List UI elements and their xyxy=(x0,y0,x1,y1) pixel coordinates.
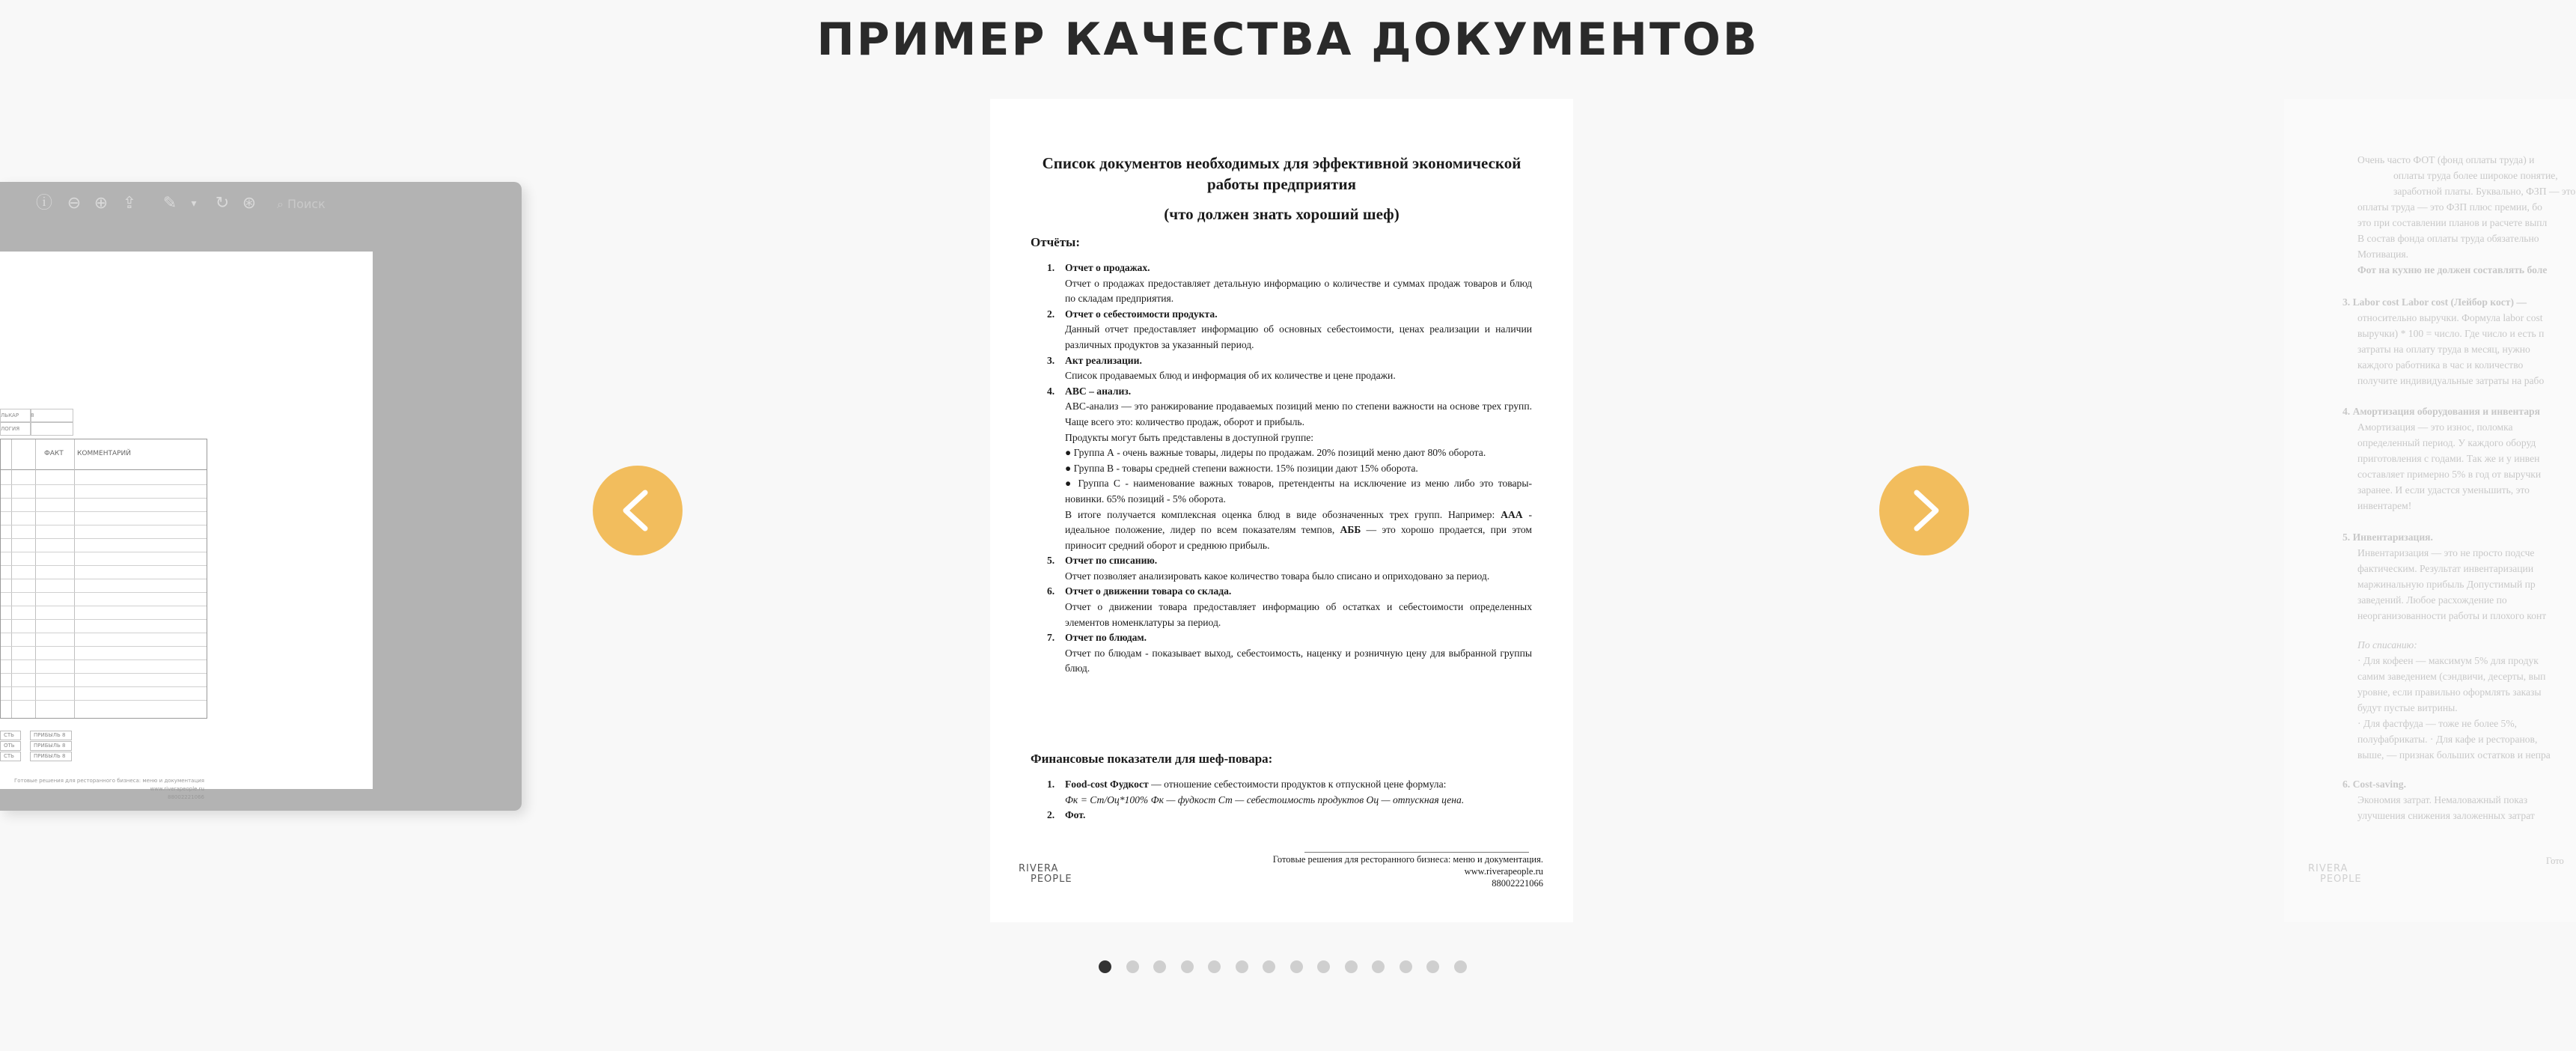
item-number: 2. xyxy=(1047,809,1055,821)
text-line: затраты на оплату труда в месяц, нужно xyxy=(2357,344,2530,355)
mini-footer-line: 88002221066 xyxy=(168,794,204,800)
text-line: Инвентаризация — это не просто подсче xyxy=(2357,547,2535,558)
list-item xyxy=(1031,777,1532,808)
next-document-page[interactable] xyxy=(2284,99,2576,922)
item-number: 4. xyxy=(1047,385,1055,397)
item-number: 1. xyxy=(1047,262,1055,273)
list-item xyxy=(1031,584,1532,630)
document-subtitle: (что должен знать хороший шеф) xyxy=(1164,205,1400,223)
text-line: заведений. Любое расхождение по xyxy=(2357,594,2507,606)
text-line: получите индивидуальные затраты на рабо xyxy=(2357,375,2545,386)
text-line: каждого работника в час и количество xyxy=(2357,359,2524,371)
text-line: выручки) * 100 = число. Где число и есть п xyxy=(2357,328,2545,339)
abc-summary-text: - идеальное положение, лидер по всем показателям темпов, xyxy=(1065,508,1532,536)
item-text: Отчет о движении товара предоставляет информацию об остатках и себестоимости определенных элементов номенклатуры за период. xyxy=(1065,601,1532,628)
mini-footer-line: Готовые решения для ресторанного бизнеса: меню и документация xyxy=(14,778,204,784)
item-text: — отношение себестоимости продуктов к отпускной цене формула: xyxy=(1148,779,1447,790)
pagination-dot[interactable] xyxy=(1181,960,1194,973)
text-line: будут пустые витрины. xyxy=(2357,702,2458,713)
item-number: 2. xyxy=(1047,308,1055,320)
mini-footer-line: www.riverapeople.ru xyxy=(150,786,204,792)
item-name: ABC – анализ. xyxy=(1065,385,1132,397)
item-text: Отчет позволяет анализировать какое количество товара было списано и оприходовано за период. xyxy=(1065,570,1490,582)
text-line: определенный период. У каждого оборуд xyxy=(2357,437,2536,448)
markup-icon[interactable]: ✎ xyxy=(162,194,177,213)
mini-col-comment: КОММЕНТАРИЙ xyxy=(77,450,132,457)
pagination-dot[interactable] xyxy=(1126,960,1139,973)
item-text: ABC-анализ — это ранжирование продаваемых позиций меню по степени важности на основе трех групп. Чаще всего это: количество продаж, оборот и прибыль. xyxy=(1065,400,1532,427)
mini-col-fact: ФАКТ xyxy=(44,450,64,457)
text-line: По списанию: xyxy=(2357,639,2417,651)
list-item xyxy=(1031,630,1532,677)
viewer-page xyxy=(0,252,373,800)
list-item xyxy=(1031,261,1532,307)
abc-line: ● Группа А - очень важные товары, лидеры по продажам. 20% позиций меню дают 80% оборота. xyxy=(1065,447,1486,459)
text-line: фактическим. Результат инвентаризации xyxy=(2357,563,2534,574)
mini-value: ПРИБЫЛЬ 8 xyxy=(30,731,72,740)
mini-value: ПРИБЫЛЬ 8 xyxy=(30,752,72,761)
document-footer xyxy=(1273,853,1543,889)
mini-label: СТЬ xyxy=(0,731,21,740)
pagination-dot[interactable] xyxy=(1454,960,1467,973)
info-icon[interactable]: ⓘ xyxy=(35,194,52,213)
item-text: Список продаваемых блюд и информация об их количестве и цене продажи. xyxy=(1065,370,1396,382)
finance-heading: Финансовые показатели для шеф-повара: xyxy=(1031,752,1273,766)
item-name: Отчет по блюдам. xyxy=(1065,632,1147,644)
text-line: маржинальную прибыль Допустимый пр xyxy=(2357,579,2536,590)
item-name: Отчет по списанию. xyxy=(1065,555,1158,567)
text-line: · Для кофеен — максимум 5% для продук xyxy=(2357,655,2539,666)
pagination-dot[interactable] xyxy=(1263,960,1275,973)
item-name: Food-cost Фудкост xyxy=(1065,779,1149,790)
item-number: 7. xyxy=(1047,632,1055,644)
text-line: Экономия затрат. Немаловажный показ xyxy=(2357,794,2528,805)
text-line: Фот на кухню не должен составлять боле xyxy=(2357,264,2548,275)
item-text: Отчет по блюдам - показывает выход, себестоимость, наценку и розничную цену для выбранной группы блюд. xyxy=(1065,647,1532,674)
item-name: Отчет о продажах. xyxy=(1065,262,1150,273)
text-line: Амортизация — это износ, поломка xyxy=(2357,421,2513,433)
mini-table xyxy=(0,439,207,719)
document-title: Список документов необходимых для эффективной экономической работы предприятия xyxy=(1042,154,1522,193)
pagination-dot[interactable] xyxy=(1290,960,1303,973)
text-line: 4. Амортизация оборудования и инвентаря xyxy=(2342,406,2540,417)
annotate-icon[interactable]: ⊛ xyxy=(242,194,257,213)
finance-list xyxy=(1031,777,1532,823)
reports-heading: Отчёты: xyxy=(1031,235,1080,249)
pagination-dot[interactable] xyxy=(1236,960,1248,973)
logo-line: RIVERA xyxy=(1019,863,1059,874)
footer-fragment: Гото xyxy=(2546,856,2564,866)
chevron-right-icon xyxy=(1879,466,1969,555)
chevron-down-icon[interactable]: ▾ xyxy=(191,198,197,210)
search-placeholder: Поиск xyxy=(287,197,326,211)
item-number: 6. xyxy=(1047,585,1055,597)
pagination-dot[interactable] xyxy=(1372,960,1385,973)
text-line: заработной платы. Буквально, ФЗП — это xyxy=(2393,186,2576,197)
item-name: Отчет о себестоимости продукта. xyxy=(1065,308,1218,320)
item-number: 5. xyxy=(1047,555,1055,567)
mini-label: ЛОГИЯ xyxy=(0,422,31,436)
chevron-left-icon xyxy=(593,466,683,555)
page-title: ПРИМЕР КАЧЕСТВА ДОКУМЕНТОВ xyxy=(817,13,1759,66)
item-number: 1. xyxy=(1047,779,1055,790)
list-item xyxy=(1031,553,1532,584)
text-line: выше, — признак больших остатков и непра xyxy=(2357,749,2551,761)
text-line: составляет примерно 5% в год от выручки xyxy=(2357,469,2542,480)
abc-summary-text: — это хорошо продается, при этом приносит средний оборот и среднюю прибыль. xyxy=(1065,524,1532,551)
list-item xyxy=(1031,384,1532,554)
zoom-out-icon[interactable]: ⊖ xyxy=(67,194,82,213)
abc-line: ● Группа С - наименование важных товаров, претенденты на исключение из меню либо это товары-новинки. 65% позиций - 5% оборота. xyxy=(1065,478,1532,505)
mini-label: СТЬ xyxy=(0,752,21,761)
mini-label: ОТЬ xyxy=(0,741,21,751)
pagination-dot[interactable] xyxy=(1317,960,1330,973)
prev-slide-button[interactable] xyxy=(593,466,683,555)
item-text: Данный отчет предоставляет информацию об основных себестоимости, ценах реализации и наличии различных продуктов за указанный период. xyxy=(1065,323,1532,350)
text-line: это при составлении планов и расчете выпл xyxy=(2357,217,2548,228)
text-line: уровне, если правильно оформлять заказы xyxy=(2357,686,2542,698)
logo-line: PEOPLE xyxy=(2320,874,2362,885)
text-line: В состав фонда оплаты труда обязательно xyxy=(2357,233,2539,244)
logo-line: PEOPLE xyxy=(1031,874,1072,885)
share-icon[interactable]: ⇪ xyxy=(122,194,137,213)
text-line: неорганизованности работы и плохого конт xyxy=(2357,610,2547,621)
viewer-search-input[interactable]: ⌕ Поиск xyxy=(277,197,326,211)
text-line: инвентарем! xyxy=(2357,500,2412,511)
text-line: 5. Инвентаризация. xyxy=(2342,531,2433,543)
mini-cell: 8 xyxy=(30,409,73,422)
zoom-in-icon[interactable]: ⊕ xyxy=(94,194,109,213)
pagination-dot[interactable] xyxy=(1426,960,1439,973)
item-name: Отчет о движении товара со склада. xyxy=(1065,585,1232,597)
text-line: 3. Labor cost Labor cost (Лейбор кост) — xyxy=(2342,296,2527,308)
list-item xyxy=(1031,353,1532,384)
item-name: Акт реализации. xyxy=(1065,354,1142,366)
pagination-dot[interactable] xyxy=(1099,960,1111,973)
abc-abb: АББ xyxy=(1340,524,1361,536)
text-line: 6. Cost-saving. xyxy=(2342,779,2406,790)
list-item xyxy=(1031,307,1532,353)
text-line: заранее. И если удастся уменьшить, это xyxy=(2357,484,2530,496)
brand-logo xyxy=(1019,864,1072,885)
abc-line: Продукты могут быть представлены в доступной группе: xyxy=(1065,431,1314,443)
text-line: оплаты труда более широкое понятие, xyxy=(2393,170,2558,181)
abc-line: ● Группа B - товары средней степени важности. 15% позиции дают 15% оборота. xyxy=(1065,462,1418,474)
pagination-dot[interactable] xyxy=(1208,960,1221,973)
text-line: полуфабрикаты. · Для кафе и ресторанов, xyxy=(2357,734,2538,745)
viewer-toolbar xyxy=(0,182,522,227)
left-viewer-slide[interactable] xyxy=(0,182,522,811)
text-line: оплаты труда — это ФЗП плюс премии, бо xyxy=(2357,201,2542,213)
pagination-dot[interactable] xyxy=(1345,960,1358,973)
footer-url[interactable]: www.riverapeople.ru xyxy=(1464,866,1543,877)
document-page xyxy=(990,99,1573,922)
item-formula: Фк = Ст/Оц*100% Фк — фудкост Ст — себестоимость продуктов Оц — отпускная цена. xyxy=(1065,793,1465,805)
abc-aaa: ААА xyxy=(1501,508,1523,520)
item-number: 3. xyxy=(1047,354,1055,366)
mini-label: ЛЬКАР xyxy=(0,409,31,422)
mini-cell xyxy=(30,422,73,436)
text-line: Очень часто ФОТ (фонд оплаты труда) и xyxy=(2357,154,2535,165)
rotate-icon[interactable]: ↻ xyxy=(215,194,230,213)
text-line: Мотивация. xyxy=(2357,249,2409,260)
abc-summary xyxy=(1065,508,1532,554)
text-line: улучшения снижения заложенных затрат xyxy=(2357,810,2535,821)
text-line: приготовления с годами. Так же и у инвен xyxy=(2357,453,2540,464)
pagination-dot[interactable] xyxy=(1153,960,1166,973)
logo-line: RIVERA xyxy=(2308,863,2348,874)
pagination-dot[interactable] xyxy=(1400,960,1412,973)
item-name: Фот. xyxy=(1065,809,1086,821)
abc-summary-text: В итоге получается комплексная оценка блюд в виде обозначенных трех групп. Например: xyxy=(1065,508,1501,520)
footer-line: Готовые решения для ресторанного бизнеса: меню и документация. xyxy=(1272,854,1543,865)
mini-footer xyxy=(14,777,204,802)
text-line: относительно выручки. Формула labor cost xyxy=(2357,312,2543,323)
brand-logo xyxy=(2308,864,2362,885)
mini-table-header xyxy=(1,439,207,470)
text-line: самим заведением (сэндвичи, десерты, вып xyxy=(2357,671,2546,682)
mini-value: ПРИБЫЛЬ 8 xyxy=(30,741,72,751)
item-text: Отчет о продажах предоставляет детальную информацию о количестве и суммах продаж товаров и блюд по складам предприятия. xyxy=(1065,277,1532,305)
reports-list xyxy=(1031,261,1532,677)
text-line: · Для фастфуда — тоже не более 5%, xyxy=(2357,718,2518,729)
list-item xyxy=(1031,808,1532,823)
next-slide-button[interactable] xyxy=(1879,466,1969,555)
footer-phone: 88002221066 xyxy=(1492,878,1543,889)
footer-divider xyxy=(1304,852,1529,853)
